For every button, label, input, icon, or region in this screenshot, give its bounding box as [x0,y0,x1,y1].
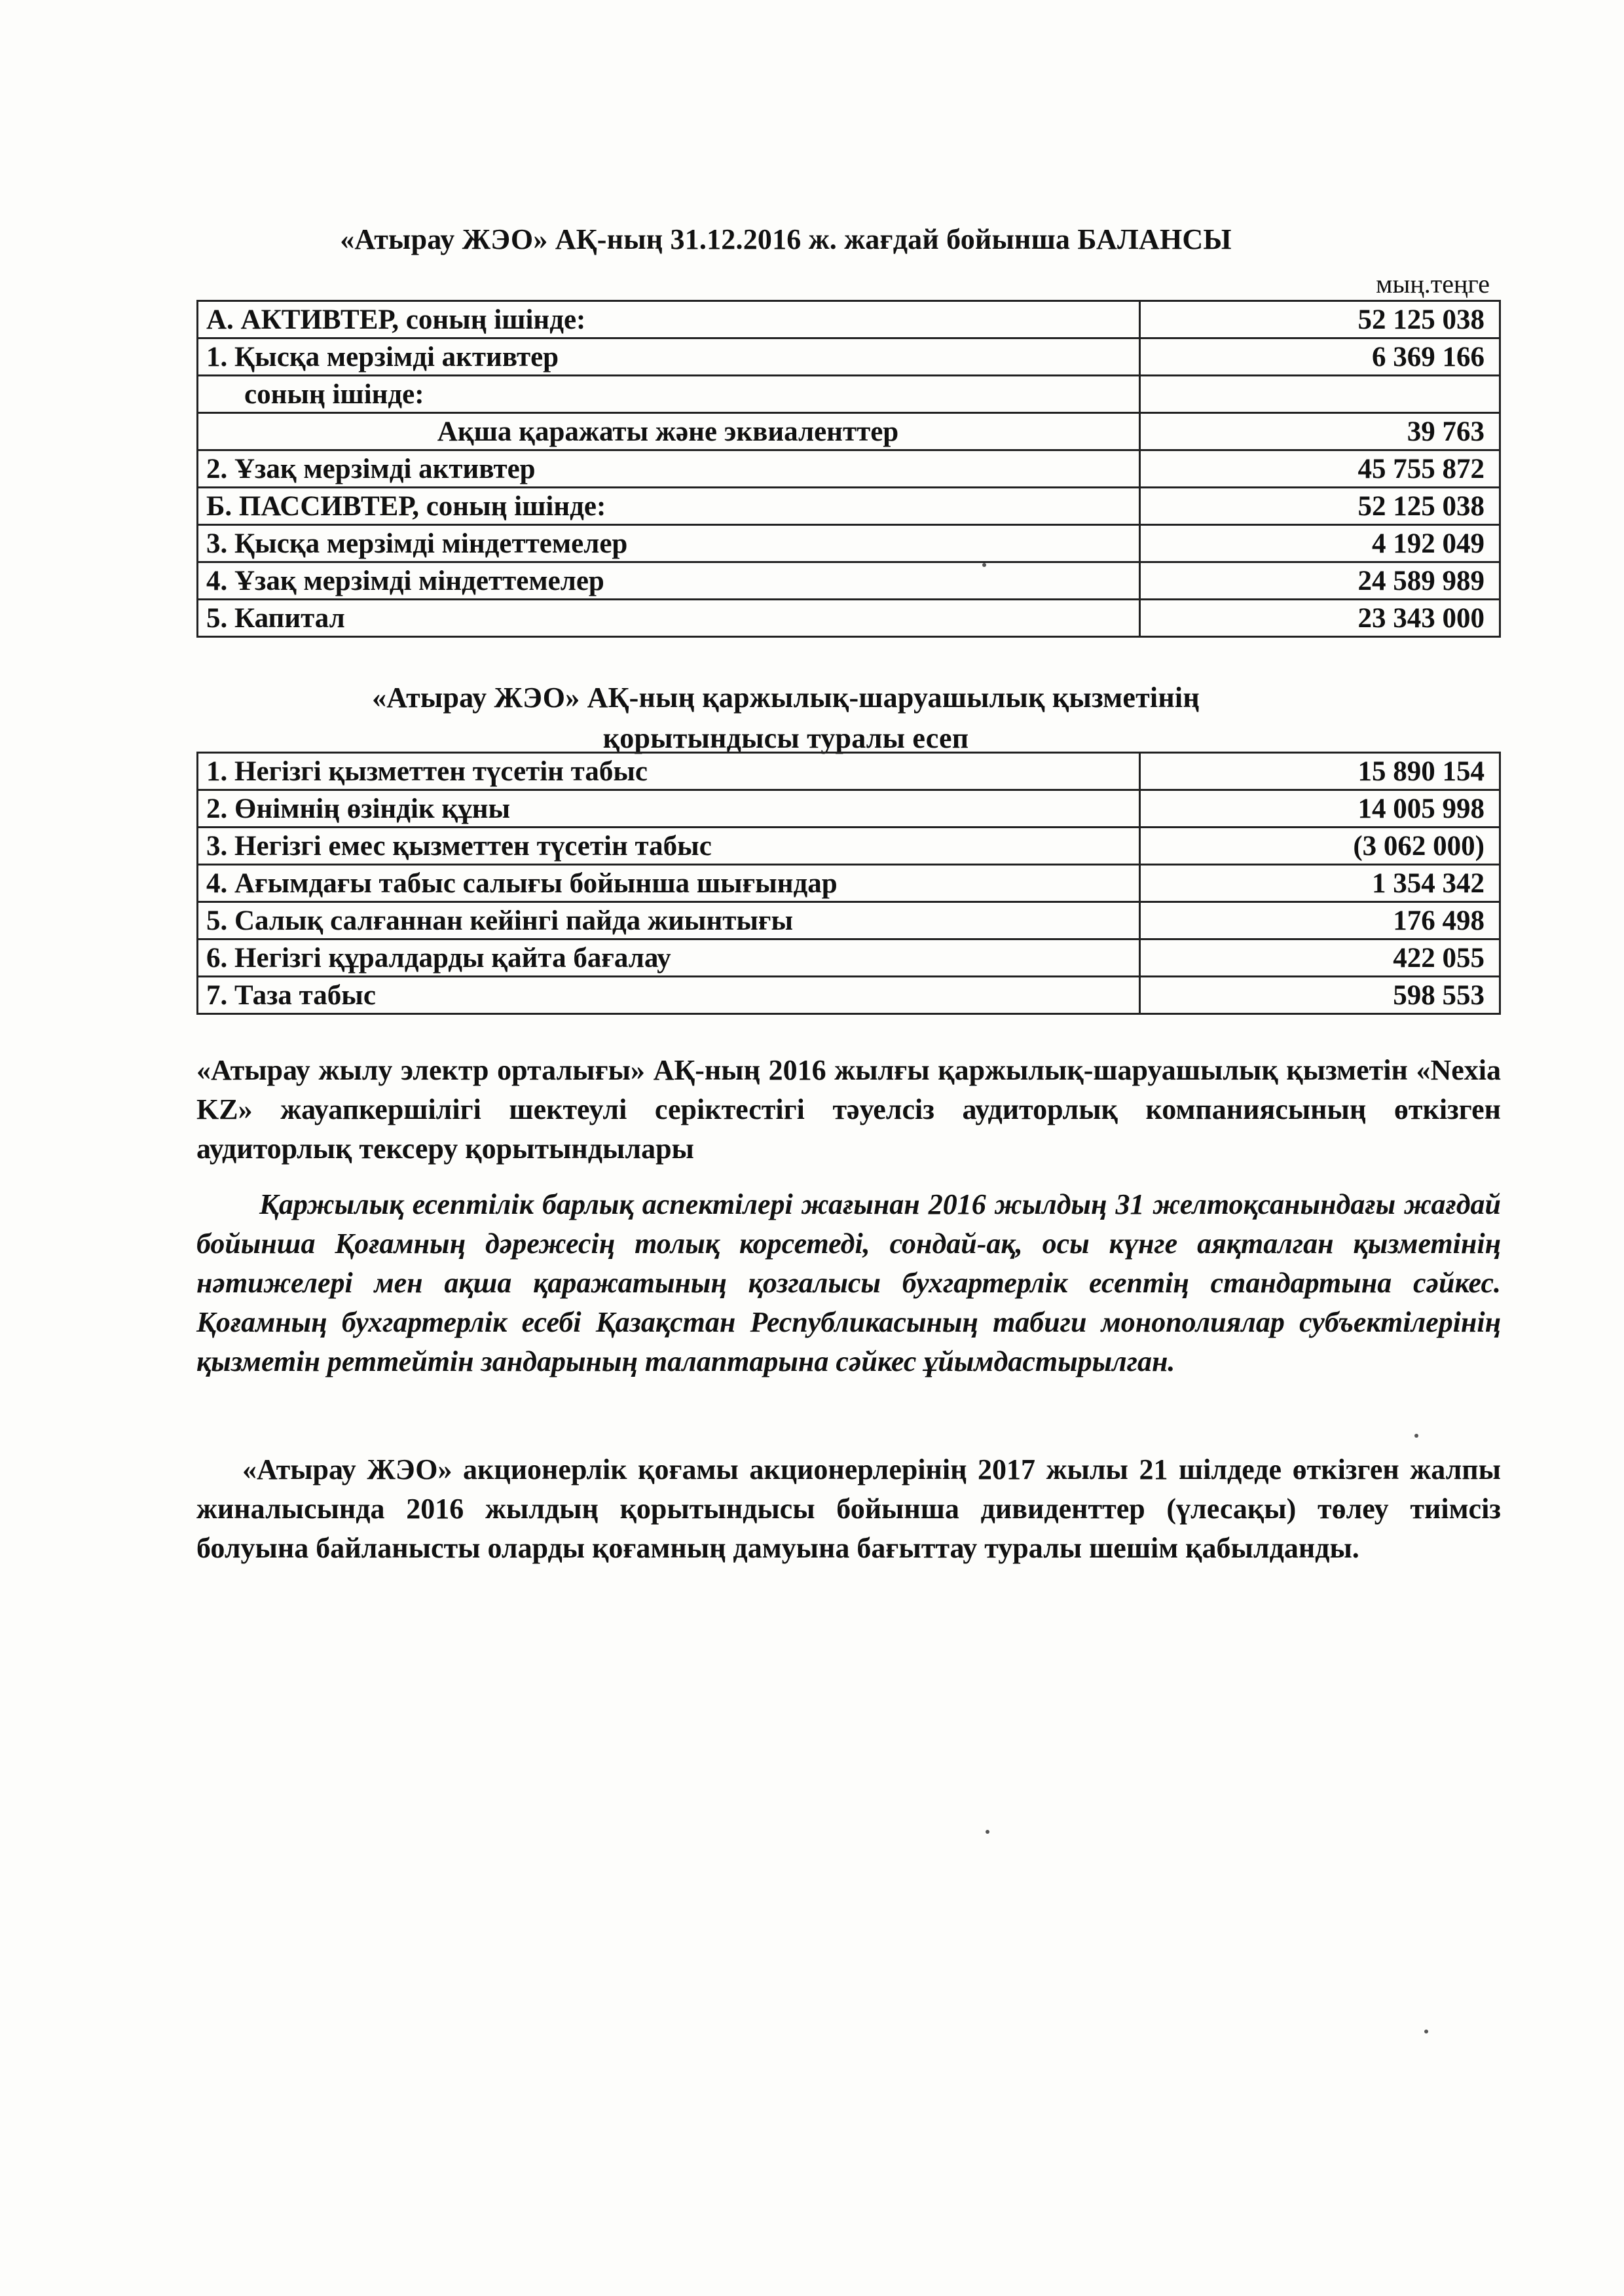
row-label: 3. Қысқа мерзімді міндеттемелер [198,525,1140,562]
row-value: 39 763 [1140,413,1500,450]
table-row [198,790,1500,828]
row-value: 45 755 872 [1140,450,1500,488]
table-row [198,338,1500,376]
table-row [198,450,1500,488]
table-row [198,939,1500,977]
table-row [198,376,1500,413]
report-title [196,678,1375,759]
row-label: 6. Негізгі құралдарды қайта бағалау [198,939,1140,977]
row-value: 15 890 154 [1140,753,1500,790]
audit-paragraph: Қаржылық есептілік барлық аспектілері жағынан 2016 жылдың 31 желтоқсанындағы жағдай бойынша Қоғамның дәрежесің толық корсетеді, сондай-ақ, осы күнге аяқталган қызметінің нәтижелері мен ақша қаражатының қозгалысы бухгартерлік есептің стандартына сәйкес. Қоғамның бухгартерлік есебі Қазақстан Республикасының табиги монополиялар субъектілерінің қызметін реттейтін зандарының талаптарына сәйкес ұйымдастырылган. [196,1188,1501,1377]
scan-speck [986,1830,989,1834]
table-row [198,865,1500,902]
table-row [198,753,1500,790]
table-row [198,828,1500,865]
row-label: Б. ПАССИВТЕР, соның ішінде: [198,488,1140,525]
row-label: 3. Негізгі емес қызметтен түсетін табыс [198,828,1140,865]
audit-heading: «Атырау жылу электр орталығы» АҚ-ның 2016 жылғы қаржылық-шаруашылық қызметін «Nexia KZ» жауапкершілігі шектеулі серіктестігі тәуелсіз аудиторлық компаниясының өткізген аудиторлық тексеру қорытындылары [196,1054,1501,1165]
row-value: 176 498 [1140,902,1500,939]
table-row [198,977,1500,1014]
row-value: 6 369 166 [1140,338,1500,376]
table-row [198,488,1500,525]
row-value [1140,376,1500,413]
row-value: 422 055 [1140,939,1500,977]
row-label: 4. Ұзақ мерзімді міндеттемелер [198,562,1140,600]
row-label: Ақша қаражаты және эквиаленттер [198,413,1140,450]
unit-label: мың.теңге [1376,269,1490,299]
row-value: 598 553 [1140,977,1500,1014]
table-row [198,525,1500,562]
row-value: 14 005 998 [1140,790,1500,828]
row-label: 1. Қысқа мерзімді активтер [198,338,1140,376]
report-title-line2: қорытындысы туралы есеп [602,722,969,754]
row-label: 7. Таза табыс [198,977,1140,1014]
row-label: 4. Ағымдағы табыс салығы бойынша шығындар [198,865,1140,902]
row-label: соның ішінде: [198,376,1140,413]
table-row [198,413,1500,450]
row-value: 4 192 049 [1140,525,1500,562]
row-value: 1 354 342 [1140,865,1500,902]
row-value: 23 343 000 [1140,600,1500,637]
table-row [198,301,1500,338]
scan-speck [1424,2030,1428,2033]
balance-title: «Атырау ЖЭО» АҚ-ның 31.12.2016 ж. жағдай бойынша БАЛАНСЫ [340,223,1232,255]
row-value: 52 125 038 [1140,488,1500,525]
row-label: 5. Капитал [198,600,1140,637]
report-table [196,752,1501,1015]
row-value: (3 062 000) [1140,828,1500,865]
row-label: 5. Салық салғаннан кейінгі пайда жиынтығы [198,902,1140,939]
dividend-paragraph: «Атырау ЖЭО» акционерлік қоғамы акционерлерінің 2017 жылы 21 шілдеде өткізген жалпы жиналысында 2016 жылдың қорытындысы бойынша дивиденттер (үлесақы) төлеу тиімсіз болуына байланысты оларды қоғамның дамуына бағыттау туралы шешім қабылданды. [196,1453,1501,1564]
table-row [198,562,1500,600]
row-label: 1. Негізгі қызметтен түсетін табыс [198,753,1140,790]
table-row [198,902,1500,939]
scan-speck [1414,1434,1418,1438]
scan-speck [982,563,986,567]
row-value: 24 589 989 [1140,562,1500,600]
report-title-line1: «Атырау ЖЭО» АҚ-ның қаржылық-шаруашылық қызметінің [372,682,1200,714]
row-label: А. АКТИВТЕР, соның ішінде: [198,301,1140,338]
row-value: 52 125 038 [1140,301,1500,338]
balance-table [196,300,1501,638]
row-label: 2. Өнімнің өзіндік құны [198,790,1140,828]
table-row [198,600,1500,637]
row-label: 2. Ұзақ мерзімді активтер [198,450,1140,488]
